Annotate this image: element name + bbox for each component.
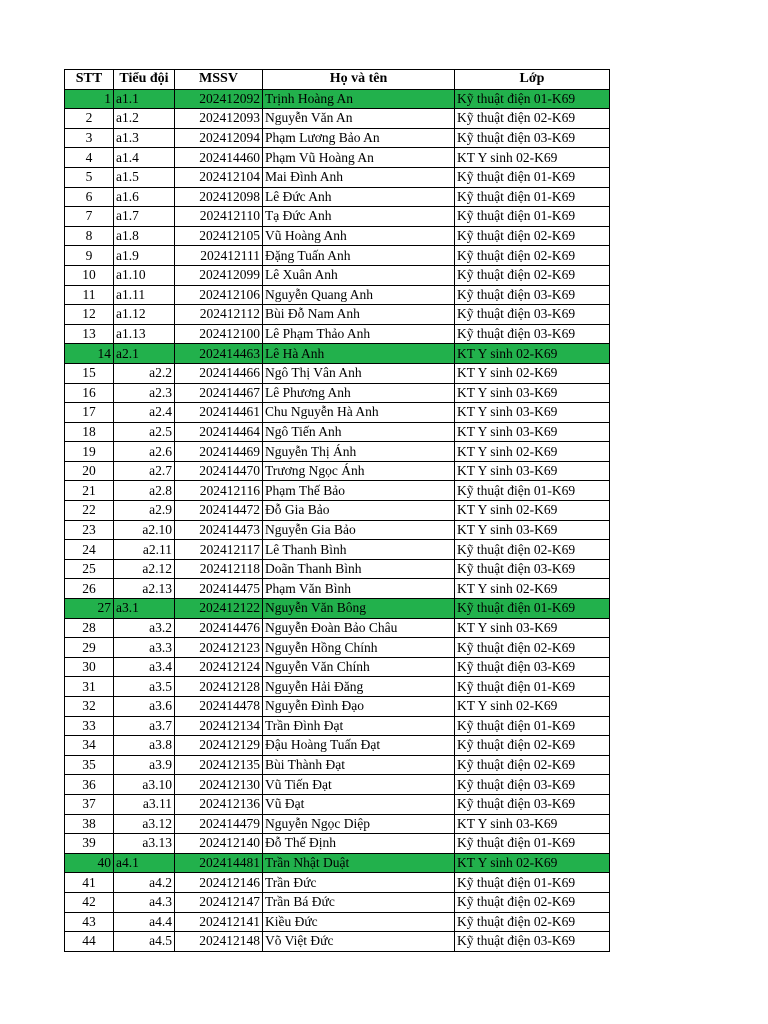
cell-ho-ten: Vũ Tiến Đạt bbox=[263, 775, 455, 795]
cell-stt: 13 bbox=[65, 324, 114, 344]
cell-lop: Kỹ thuật điện 02-K69 bbox=[455, 892, 610, 912]
cell-mssv: 202412092 bbox=[175, 89, 263, 109]
cell-mssv: 202412135 bbox=[175, 755, 263, 775]
student-table bbox=[64, 69, 610, 952]
table-row bbox=[65, 285, 610, 305]
cell-mssv: 202412116 bbox=[175, 481, 263, 501]
cell-lop: KT Y sinh 03-K69 bbox=[455, 814, 610, 834]
table-row bbox=[65, 501, 610, 521]
header-stt: STT bbox=[65, 70, 114, 90]
cell-ho-ten: Nguyễn Đình Đạo bbox=[263, 697, 455, 717]
table-row bbox=[65, 128, 610, 148]
cell-tieu-doi: a1.10 bbox=[114, 265, 175, 285]
cell-mssv: 202412122 bbox=[175, 599, 263, 619]
cell-tieu-doi: a2.6 bbox=[114, 442, 175, 462]
cell-tieu-doi: a4.2 bbox=[114, 873, 175, 893]
cell-lop: Kỹ thuật điện 02-K69 bbox=[455, 540, 610, 560]
table-row bbox=[65, 736, 610, 756]
table-body bbox=[65, 89, 610, 951]
cell-tieu-doi: a3.1 bbox=[114, 599, 175, 619]
cell-lop: Kỹ thuật điện 01-K69 bbox=[455, 834, 610, 854]
cell-stt: 32 bbox=[65, 697, 114, 717]
cell-lop: Kỹ thuật điện 01-K69 bbox=[455, 167, 610, 187]
cell-ho-ten: Đặng Tuấn Anh bbox=[263, 246, 455, 266]
cell-tieu-doi: a2.1 bbox=[114, 344, 175, 364]
cell-stt: 27 bbox=[65, 599, 114, 619]
cell-stt: 19 bbox=[65, 442, 114, 462]
cell-stt: 30 bbox=[65, 657, 114, 677]
table-row bbox=[65, 540, 610, 560]
cell-mssv: 202412093 bbox=[175, 109, 263, 129]
cell-mssv: 202412104 bbox=[175, 167, 263, 187]
cell-stt: 25 bbox=[65, 559, 114, 579]
table-row-leader bbox=[65, 853, 610, 873]
cell-ho-ten: Lê Phạm Thảo Anh bbox=[263, 324, 455, 344]
cell-ho-ten: Lê Xuân Anh bbox=[263, 265, 455, 285]
cell-tieu-doi: a1.2 bbox=[114, 109, 175, 129]
cell-mssv: 202412134 bbox=[175, 716, 263, 736]
table-row bbox=[65, 559, 610, 579]
cell-ho-ten: Nguyễn Hải Đăng bbox=[263, 677, 455, 697]
cell-stt: 34 bbox=[65, 736, 114, 756]
table-row bbox=[65, 716, 610, 736]
cell-lop: KT Y sinh 02-K69 bbox=[455, 148, 610, 168]
cell-lop: Kỹ thuật điện 01-K69 bbox=[455, 873, 610, 893]
cell-ho-ten: Ngô Thị Vân Anh bbox=[263, 363, 455, 383]
cell-stt: 17 bbox=[65, 403, 114, 423]
cell-ho-ten: Phạm Văn Bình bbox=[263, 579, 455, 599]
header-ho-ten: Họ và tên bbox=[263, 70, 455, 90]
cell-lop: Kỹ thuật điện 01-K69 bbox=[455, 187, 610, 207]
cell-tieu-doi: a1.8 bbox=[114, 226, 175, 246]
cell-stt: 43 bbox=[65, 912, 114, 932]
cell-stt: 41 bbox=[65, 873, 114, 893]
cell-mssv: 202412136 bbox=[175, 794, 263, 814]
cell-tieu-doi: a1.7 bbox=[114, 207, 175, 227]
cell-mssv: 202414467 bbox=[175, 383, 263, 403]
cell-lop: Kỹ thuật điện 03-K69 bbox=[455, 559, 610, 579]
cell-lop: KT Y sinh 02-K69 bbox=[455, 501, 610, 521]
cell-tieu-doi: a2.7 bbox=[114, 461, 175, 481]
cell-mssv: 202414460 bbox=[175, 148, 263, 168]
cell-mssv: 202412123 bbox=[175, 638, 263, 658]
cell-ho-ten: Nguyễn Văn An bbox=[263, 109, 455, 129]
table-row bbox=[65, 755, 610, 775]
table-row bbox=[65, 363, 610, 383]
cell-tieu-doi: a4.3 bbox=[114, 892, 175, 912]
table-row bbox=[65, 657, 610, 677]
cell-ho-ten: Nguyễn Đoàn Bảo Châu bbox=[263, 618, 455, 638]
cell-stt: 15 bbox=[65, 363, 114, 383]
cell-ho-ten: Nguyễn Văn Chính bbox=[263, 657, 455, 677]
cell-ho-ten: Lê Đức Anh bbox=[263, 187, 455, 207]
cell-tieu-doi: a3.12 bbox=[114, 814, 175, 834]
cell-ho-ten: Chu Nguyễn Hà Anh bbox=[263, 403, 455, 423]
cell-tieu-doi: a3.9 bbox=[114, 755, 175, 775]
cell-lop: Kỹ thuật điện 02-K69 bbox=[455, 226, 610, 246]
cell-mssv: 202414473 bbox=[175, 520, 263, 540]
cell-stt: 24 bbox=[65, 540, 114, 560]
cell-stt: 33 bbox=[65, 716, 114, 736]
table-row bbox=[65, 481, 610, 501]
table-row bbox=[65, 932, 610, 952]
cell-tieu-doi: a2.11 bbox=[114, 540, 175, 560]
cell-stt: 38 bbox=[65, 814, 114, 834]
cell-ho-ten: Trương Ngọc Ánh bbox=[263, 461, 455, 481]
cell-lop: Kỹ thuật điện 03-K69 bbox=[455, 324, 610, 344]
cell-ho-ten: Tạ Đức Anh bbox=[263, 207, 455, 227]
table-row bbox=[65, 403, 610, 423]
cell-ho-ten: Trần Đức bbox=[263, 873, 455, 893]
cell-stt: 4 bbox=[65, 148, 114, 168]
cell-ho-ten: Nguyễn Gia Bảo bbox=[263, 520, 455, 540]
cell-tieu-doi: a3.4 bbox=[114, 657, 175, 677]
cell-ho-ten: Trần Nhật Duật bbox=[263, 853, 455, 873]
cell-mssv: 202414476 bbox=[175, 618, 263, 638]
cell-lop: KT Y sinh 02-K69 bbox=[455, 344, 610, 364]
cell-tieu-doi: a1.3 bbox=[114, 128, 175, 148]
cell-lop: Kỹ thuật điện 01-K69 bbox=[455, 599, 610, 619]
cell-tieu-doi: a2.9 bbox=[114, 501, 175, 521]
cell-mssv: 202414466 bbox=[175, 363, 263, 383]
cell-tieu-doi: a1.4 bbox=[114, 148, 175, 168]
cell-ho-ten: Trịnh Hoàng An bbox=[263, 89, 455, 109]
cell-tieu-doi: a1.9 bbox=[114, 246, 175, 266]
cell-lop: KT Y sinh 02-K69 bbox=[455, 697, 610, 717]
cell-lop: Kỹ thuật điện 02-K69 bbox=[455, 638, 610, 658]
cell-mssv: 202412118 bbox=[175, 559, 263, 579]
cell-mssv: 202414481 bbox=[175, 853, 263, 873]
cell-ho-ten: Vũ Đạt bbox=[263, 794, 455, 814]
cell-mssv: 202412141 bbox=[175, 912, 263, 932]
cell-mssv: 202414475 bbox=[175, 579, 263, 599]
table-row bbox=[65, 324, 610, 344]
cell-mssv: 202412129 bbox=[175, 736, 263, 756]
cell-mssv: 202412110 bbox=[175, 207, 263, 227]
table-row bbox=[65, 638, 610, 658]
cell-mssv: 202412146 bbox=[175, 873, 263, 893]
table-row bbox=[65, 775, 610, 795]
cell-lop: KT Y sinh 03-K69 bbox=[455, 618, 610, 638]
cell-ho-ten: Trần Bá Đức bbox=[263, 892, 455, 912]
cell-mssv: 202412128 bbox=[175, 677, 263, 697]
cell-mssv: 202412130 bbox=[175, 775, 263, 795]
cell-ho-ten: Nguyễn Hồng Chính bbox=[263, 638, 455, 658]
table-row-leader bbox=[65, 599, 610, 619]
cell-ho-ten: Kiều Đức bbox=[263, 912, 455, 932]
cell-ho-ten: Nguyễn Ngọc Diệp bbox=[263, 814, 455, 834]
cell-stt: 29 bbox=[65, 638, 114, 658]
cell-tieu-doi: a2.10 bbox=[114, 520, 175, 540]
cell-lop: Kỹ thuật điện 03-K69 bbox=[455, 285, 610, 305]
cell-mssv: 202412117 bbox=[175, 540, 263, 560]
cell-stt: 7 bbox=[65, 207, 114, 227]
cell-tieu-doi: a2.13 bbox=[114, 579, 175, 599]
cell-lop: Kỹ thuật điện 03-K69 bbox=[455, 657, 610, 677]
cell-mssv: 202412124 bbox=[175, 657, 263, 677]
cell-stt: 35 bbox=[65, 755, 114, 775]
cell-lop: Kỹ thuật điện 01-K69 bbox=[455, 716, 610, 736]
cell-ho-ten: Nguyễn Thị Ánh bbox=[263, 442, 455, 462]
table-row bbox=[65, 677, 610, 697]
cell-mssv: 202412112 bbox=[175, 305, 263, 325]
cell-tieu-doi: a1.12 bbox=[114, 305, 175, 325]
cell-tieu-doi: a2.4 bbox=[114, 403, 175, 423]
table-row bbox=[65, 912, 610, 932]
table-row bbox=[65, 265, 610, 285]
cell-tieu-doi: a2.2 bbox=[114, 363, 175, 383]
cell-ho-ten: Doãn Thanh Bình bbox=[263, 559, 455, 579]
cell-lop: KT Y sinh 03-K69 bbox=[455, 422, 610, 442]
table-row bbox=[65, 794, 610, 814]
cell-mssv: 202412094 bbox=[175, 128, 263, 148]
table-row-leader bbox=[65, 89, 610, 109]
cell-tieu-doi: a3.11 bbox=[114, 794, 175, 814]
cell-tieu-doi: a1.5 bbox=[114, 167, 175, 187]
cell-stt: 18 bbox=[65, 422, 114, 442]
cell-ho-ten: Đậu Hoàng Tuấn Đạt bbox=[263, 736, 455, 756]
cell-ho-ten: Mai Đình Anh bbox=[263, 167, 455, 187]
cell-tieu-doi: a3.7 bbox=[114, 716, 175, 736]
header-row bbox=[65, 70, 610, 90]
cell-tieu-doi: a2.12 bbox=[114, 559, 175, 579]
cell-stt: 26 bbox=[65, 579, 114, 599]
table-row bbox=[65, 834, 610, 854]
cell-tieu-doi: a2.8 bbox=[114, 481, 175, 501]
cell-lop: Kỹ thuật điện 03-K69 bbox=[455, 932, 610, 952]
cell-ho-ten: Võ Việt Đức bbox=[263, 932, 455, 952]
cell-stt: 23 bbox=[65, 520, 114, 540]
cell-mssv: 202414463 bbox=[175, 344, 263, 364]
cell-lop: Kỹ thuật điện 02-K69 bbox=[455, 246, 610, 266]
cell-mssv: 202412140 bbox=[175, 834, 263, 854]
cell-stt: 16 bbox=[65, 383, 114, 403]
table-row bbox=[65, 109, 610, 129]
cell-ho-ten: Nguyễn Văn Bông bbox=[263, 599, 455, 619]
cell-tieu-doi: a3.10 bbox=[114, 775, 175, 795]
cell-lop: KT Y sinh 02-K69 bbox=[455, 579, 610, 599]
table-row bbox=[65, 226, 610, 246]
cell-lop: Kỹ thuật điện 03-K69 bbox=[455, 775, 610, 795]
cell-mssv: 202412105 bbox=[175, 226, 263, 246]
table-row bbox=[65, 873, 610, 893]
cell-ho-ten: Bùi Thành Đạt bbox=[263, 755, 455, 775]
cell-mssv: 202414478 bbox=[175, 697, 263, 717]
cell-mssv: 202414469 bbox=[175, 442, 263, 462]
cell-lop: Kỹ thuật điện 01-K69 bbox=[455, 207, 610, 227]
cell-lop: Kỹ thuật điện 02-K69 bbox=[455, 755, 610, 775]
cell-lop: Kỹ thuật điện 03-K69 bbox=[455, 794, 610, 814]
cell-stt: 8 bbox=[65, 226, 114, 246]
cell-mssv: 202414461 bbox=[175, 403, 263, 423]
cell-tieu-doi: a3.3 bbox=[114, 638, 175, 658]
table-row bbox=[65, 892, 610, 912]
cell-stt: 1 bbox=[65, 89, 114, 109]
cell-tieu-doi: a3.2 bbox=[114, 618, 175, 638]
table-row bbox=[65, 520, 610, 540]
cell-mssv: 202412100 bbox=[175, 324, 263, 344]
cell-tieu-doi: a3.5 bbox=[114, 677, 175, 697]
table-row bbox=[65, 187, 610, 207]
table-row bbox=[65, 148, 610, 168]
cell-mssv: 202412099 bbox=[175, 265, 263, 285]
cell-lop: Kỹ thuật điện 02-K69 bbox=[455, 265, 610, 285]
cell-stt: 9 bbox=[65, 246, 114, 266]
cell-tieu-doi: a4.1 bbox=[114, 853, 175, 873]
cell-lop: Kỹ thuật điện 02-K69 bbox=[455, 109, 610, 129]
cell-mssv: 202414472 bbox=[175, 501, 263, 521]
cell-mssv: 202414470 bbox=[175, 461, 263, 481]
cell-tieu-doi: a2.3 bbox=[114, 383, 175, 403]
cell-stt: 10 bbox=[65, 265, 114, 285]
cell-lop: KT Y sinh 02-K69 bbox=[455, 853, 610, 873]
cell-mssv: 202412098 bbox=[175, 187, 263, 207]
cell-stt: 2 bbox=[65, 109, 114, 129]
cell-ho-ten: Vũ Hoàng Anh bbox=[263, 226, 455, 246]
cell-lop: Kỹ thuật điện 01-K69 bbox=[455, 677, 610, 697]
cell-lop: Kỹ thuật điện 03-K69 bbox=[455, 128, 610, 148]
cell-lop: KT Y sinh 02-K69 bbox=[455, 363, 610, 383]
cell-ho-ten: Trần Đình Đạt bbox=[263, 716, 455, 736]
cell-lop: KT Y sinh 03-K69 bbox=[455, 520, 610, 540]
cell-lop: Kỹ thuật điện 03-K69 bbox=[455, 305, 610, 325]
cell-stt: 6 bbox=[65, 187, 114, 207]
cell-ho-ten: Bùi Đỗ Nam Anh bbox=[263, 305, 455, 325]
cell-stt: 36 bbox=[65, 775, 114, 795]
cell-ho-ten: Lê Thanh Bình bbox=[263, 540, 455, 560]
cell-lop: KT Y sinh 02-K69 bbox=[455, 442, 610, 462]
table-row bbox=[65, 167, 610, 187]
table-row bbox=[65, 383, 610, 403]
cell-ho-ten: Lê Hà Anh bbox=[263, 344, 455, 364]
header-lop: Lớp bbox=[455, 70, 610, 90]
cell-mssv: 202412106 bbox=[175, 285, 263, 305]
cell-stt: 22 bbox=[65, 501, 114, 521]
cell-stt: 21 bbox=[65, 481, 114, 501]
cell-lop: KT Y sinh 03-K69 bbox=[455, 461, 610, 481]
cell-mssv: 202412147 bbox=[175, 892, 263, 912]
cell-tieu-doi: a1.11 bbox=[114, 285, 175, 305]
table-row bbox=[65, 422, 610, 442]
cell-stt: 37 bbox=[65, 794, 114, 814]
cell-stt: 14 bbox=[65, 344, 114, 364]
cell-tieu-doi: a1.13 bbox=[114, 324, 175, 344]
cell-stt: 12 bbox=[65, 305, 114, 325]
cell-stt: 20 bbox=[65, 461, 114, 481]
cell-tieu-doi: a3.8 bbox=[114, 736, 175, 756]
cell-lop: Kỹ thuật điện 01-K69 bbox=[455, 481, 610, 501]
table-row-leader bbox=[65, 344, 610, 364]
cell-ho-ten: Lê Phương Anh bbox=[263, 383, 455, 403]
table-row bbox=[65, 305, 610, 325]
cell-tieu-doi: a2.5 bbox=[114, 422, 175, 442]
cell-tieu-doi: a3.13 bbox=[114, 834, 175, 854]
table-row bbox=[65, 814, 610, 834]
cell-tieu-doi: a4.4 bbox=[114, 912, 175, 932]
cell-stt: 5 bbox=[65, 167, 114, 187]
cell-stt: 11 bbox=[65, 285, 114, 305]
cell-tieu-doi: a1.6 bbox=[114, 187, 175, 207]
cell-ho-ten: Đỗ Gia Bảo bbox=[263, 501, 455, 521]
table-row bbox=[65, 618, 610, 638]
cell-mssv: 202412148 bbox=[175, 932, 263, 952]
cell-stt: 31 bbox=[65, 677, 114, 697]
cell-lop: Kỹ thuật điện 02-K69 bbox=[455, 736, 610, 756]
cell-ho-ten: Ngô Tiến Anh bbox=[263, 422, 455, 442]
cell-lop: Kỹ thuật điện 02-K69 bbox=[455, 912, 610, 932]
table-row bbox=[65, 579, 610, 599]
table-row bbox=[65, 246, 610, 266]
cell-ho-ten: Phạm Lương Bảo An bbox=[263, 128, 455, 148]
cell-mssv: 202414479 bbox=[175, 814, 263, 834]
cell-mssv: 202414464 bbox=[175, 422, 263, 442]
cell-ho-ten: Nguyễn Quang Anh bbox=[263, 285, 455, 305]
cell-mssv: 202412111 bbox=[175, 246, 263, 266]
header-tieu-doi: Tiểu đội bbox=[114, 70, 175, 90]
cell-lop: KT Y sinh 03-K69 bbox=[455, 383, 610, 403]
cell-ho-ten: Đỗ Thế Định bbox=[263, 834, 455, 854]
cell-tieu-doi: a4.5 bbox=[114, 932, 175, 952]
cell-ho-ten: Phạm Thế Bảo bbox=[263, 481, 455, 501]
cell-tieu-doi: a3.6 bbox=[114, 697, 175, 717]
cell-stt: 40 bbox=[65, 853, 114, 873]
cell-tieu-doi: a1.1 bbox=[114, 89, 175, 109]
cell-lop: KT Y sinh 03-K69 bbox=[455, 403, 610, 423]
cell-stt: 39 bbox=[65, 834, 114, 854]
cell-ho-ten: Phạm Vũ Hoàng An bbox=[263, 148, 455, 168]
cell-stt: 28 bbox=[65, 618, 114, 638]
cell-stt: 3 bbox=[65, 128, 114, 148]
table-row bbox=[65, 697, 610, 717]
table-row bbox=[65, 442, 610, 462]
cell-stt: 44 bbox=[65, 932, 114, 952]
header-mssv: MSSV bbox=[175, 70, 263, 90]
table-row bbox=[65, 461, 610, 481]
table-row bbox=[65, 207, 610, 227]
cell-lop: Kỹ thuật điện 01-K69 bbox=[455, 89, 610, 109]
cell-stt: 42 bbox=[65, 892, 114, 912]
